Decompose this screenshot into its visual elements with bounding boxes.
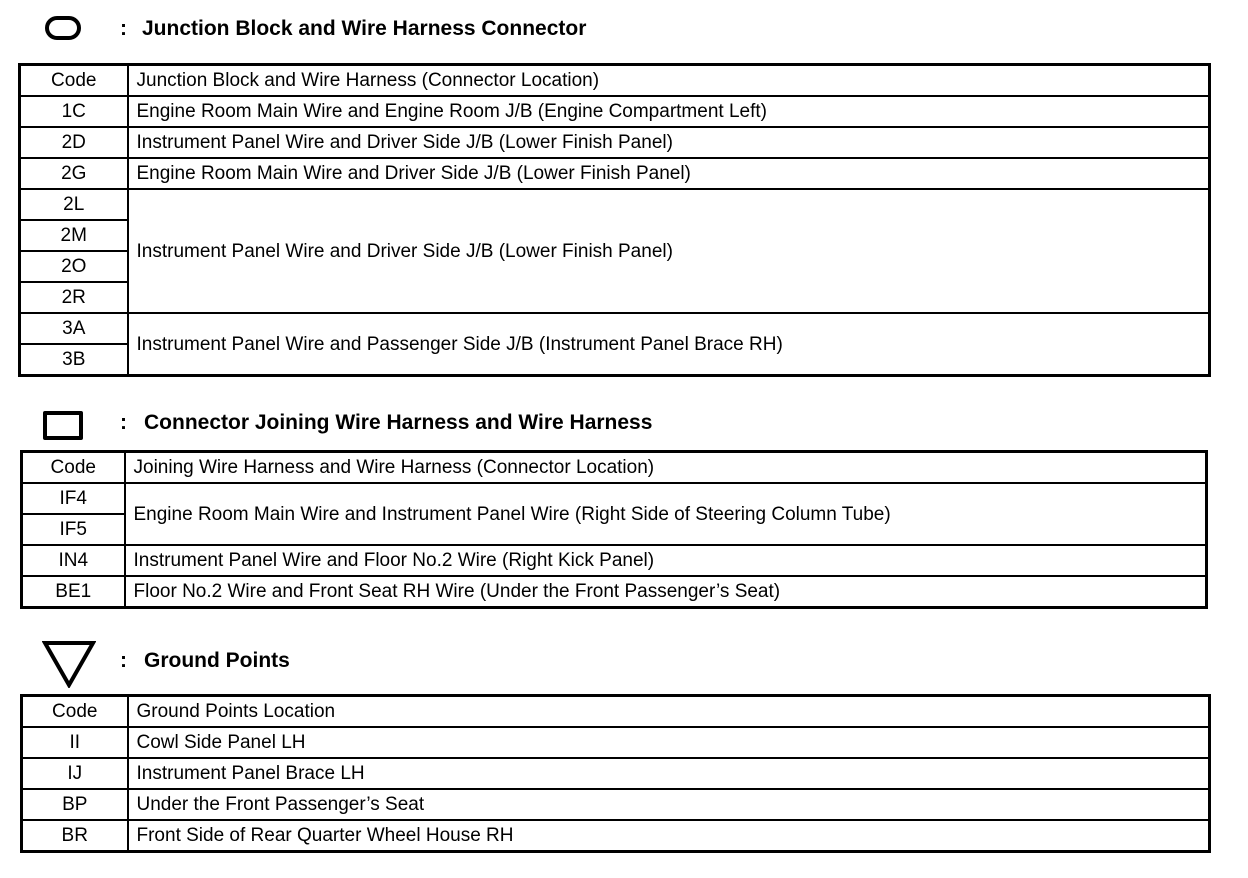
ground-point-triangle-icon (42, 640, 96, 688)
code-cell: BR (22, 820, 128, 852)
table-row (22, 758, 1210, 789)
location-header: Joining Wire Harness and Wire Harness (Connector Location) (125, 452, 1207, 484)
code-cell: 2D (20, 127, 128, 158)
code-cell: 2G (20, 158, 128, 189)
table-row (22, 727, 1210, 758)
location-cell: Instrument Panel Wire and Driver Side J/B (Lower Finish Panel) (128, 127, 1210, 158)
code-cell: 1C (20, 96, 128, 127)
code-cell: IF5 (22, 514, 125, 545)
table-row (20, 158, 1210, 189)
table-row (22, 789, 1210, 820)
table-row (22, 820, 1210, 852)
ground-points-table (20, 694, 1211, 853)
code-header: Code (20, 65, 128, 97)
section-colon: : (120, 411, 127, 434)
code-cell: 3A (20, 313, 128, 344)
code-header: Code (22, 452, 125, 484)
location-header: Ground Points Location (128, 696, 1210, 728)
location-cell: Engine Room Main Wire and Driver Side J/B (Lower Finish Panel) (128, 158, 1210, 189)
section-colon: : (120, 17, 127, 40)
table-row (22, 545, 1207, 576)
location-cell: Instrument Panel Wire and Floor No.2 Wire (Right Kick Panel) (125, 545, 1207, 576)
code-cell: BP (22, 789, 128, 820)
location-cell: Cowl Side Panel LH (128, 727, 1210, 758)
code-cell: IF4 (22, 483, 125, 514)
location-cell: Floor No.2 Wire and Front Seat RH Wire (Under the Front Passenger’s Seat) (125, 576, 1207, 608)
table-row (20, 96, 1210, 127)
table-row (20, 313, 1210, 344)
table-row (22, 483, 1207, 514)
code-cell: 2L (20, 189, 128, 220)
section-title-ground-points: Ground Points (144, 649, 290, 672)
code-cell: II (22, 727, 128, 758)
connector-symbol-icon (43, 411, 83, 440)
location-cell: Engine Room Main Wire and Engine Room J/B (Engine Compartment Left) (128, 96, 1210, 127)
location-cell: Front Side of Rear Quarter Wheel House RH (128, 820, 1210, 852)
code-cell: IN4 (22, 545, 125, 576)
location-cell: Instrument Panel Brace LH (128, 758, 1210, 789)
location-cell: Instrument Panel Wire and Driver Side J/B (Lower Finish Panel) (128, 189, 1210, 313)
section-colon: : (120, 649, 127, 672)
junction-block-table (18, 63, 1211, 377)
junction-block-symbol-icon (45, 16, 81, 40)
table-row (20, 127, 1210, 158)
table-header-row (22, 452, 1207, 484)
code-cell: 2R (20, 282, 128, 313)
table-header-row (20, 65, 1210, 97)
location-cell: Under the Front Passenger’s Seat (128, 789, 1210, 820)
code-cell: 2M (20, 220, 128, 251)
connector-table (20, 450, 1208, 609)
code-cell: 2O (20, 251, 128, 282)
section-title-connector: Connector Joining Wire Harness and Wire Harness (144, 411, 653, 434)
code-cell: BE1 (22, 576, 125, 608)
code-cell: 3B (20, 344, 128, 376)
table-row (20, 189, 1210, 220)
location-header: Junction Block and Wire Harness (Connector Location) (128, 65, 1210, 97)
location-cell: Instrument Panel Wire and Passenger Side J/B (Instrument Panel Brace RH) (128, 313, 1210, 376)
section-title-junction-block: Junction Block and Wire Harness Connector (142, 17, 587, 40)
code-cell: IJ (22, 758, 128, 789)
table-row (22, 576, 1207, 608)
location-cell: Engine Room Main Wire and Instrument Panel Wire (Right Side of Steering Column Tube) (125, 483, 1207, 545)
table-header-row (22, 696, 1210, 728)
code-header: Code (22, 696, 128, 728)
